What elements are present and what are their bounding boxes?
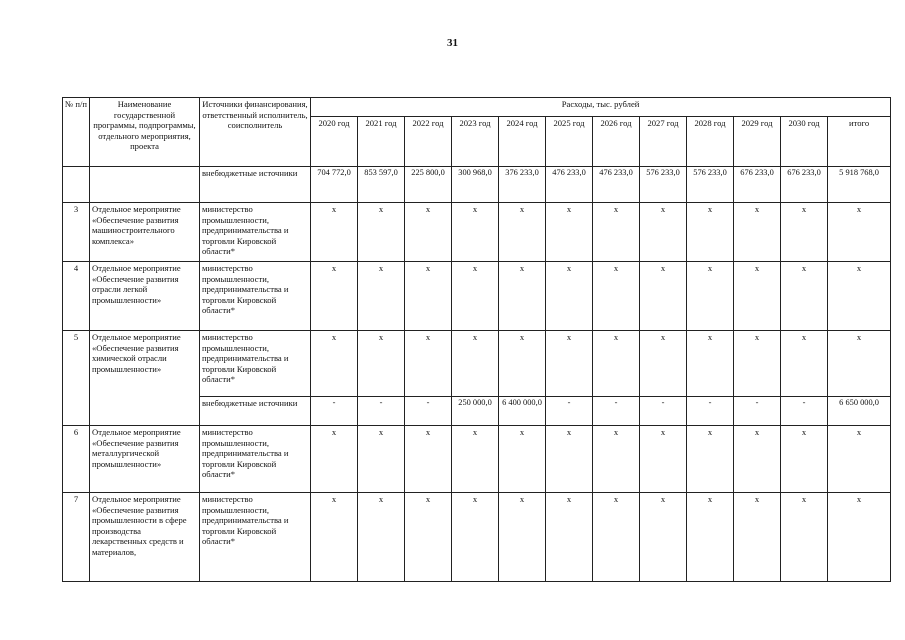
header-year: 2020 год: [311, 117, 358, 167]
row-num: [63, 167, 90, 203]
cell-value: -: [405, 397, 452, 426]
header-year: 2028 год: [687, 117, 734, 167]
row-num: 7: [63, 493, 90, 582]
row-name: Отдельное мероприятие «Обеспечение развития машиностроительного комплекса»: [90, 203, 200, 262]
cell-value: 676 233,0: [734, 167, 781, 203]
cell-value: 476 233,0: [546, 167, 593, 203]
cell-value: x: [452, 203, 499, 262]
row-name: Отдельное мероприятие «Обеспечение развития промышленности в сфере производства лекарственных средств и материалов,: [90, 493, 200, 582]
header-year: 2021 год: [358, 117, 405, 167]
cell-value: -: [781, 397, 828, 426]
cell-total: x: [828, 262, 891, 331]
cell-value: 853 597,0: [358, 167, 405, 203]
header-year: 2024 год: [499, 117, 546, 167]
row-num: 6: [63, 426, 90, 493]
cell-total: x: [828, 331, 891, 397]
cell-value: x: [781, 203, 828, 262]
cell-value: x: [687, 262, 734, 331]
cell-value: x: [311, 493, 358, 582]
cell-value: 6 400 000,0: [499, 397, 546, 426]
cell-value: x: [640, 262, 687, 331]
cell-value: x: [405, 426, 452, 493]
cell-total: 5 918 768,0: [828, 167, 891, 203]
row-source: внебюджетные источники: [200, 397, 311, 426]
cell-value: 676 233,0: [781, 167, 828, 203]
row-num: 4: [63, 262, 90, 331]
cell-total: 6 650 000,0: [828, 397, 891, 426]
header-source: Источники финансирования, ответственный исполнитель, соисполнитель: [200, 98, 311, 167]
header-name: Наименование государственной программы, подпрограммы, отдельного мероприятия, проекта: [90, 98, 200, 167]
cell-value: x: [452, 493, 499, 582]
cell-value: x: [734, 426, 781, 493]
page-number: 31: [447, 37, 458, 49]
cell-value: x: [405, 203, 452, 262]
cell-value: x: [405, 262, 452, 331]
header-year: 2027 год: [640, 117, 687, 167]
cell-value: x: [640, 426, 687, 493]
cell-total: x: [828, 426, 891, 493]
cell-value: x: [734, 331, 781, 397]
table-row: [63, 426, 891, 493]
cell-value: x: [781, 331, 828, 397]
cell-value: x: [499, 426, 546, 493]
cell-value: x: [593, 331, 640, 397]
cell-value: 576 233,0: [687, 167, 734, 203]
cell-value: x: [781, 493, 828, 582]
cell-value: x: [687, 203, 734, 262]
cell-value: x: [546, 262, 593, 331]
budget-table: [62, 97, 891, 582]
cell-value: 376 233,0: [499, 167, 546, 203]
table-row: [63, 203, 891, 262]
cell-value: x: [781, 262, 828, 331]
cell-value: x: [781, 426, 828, 493]
cell-value: x: [734, 262, 781, 331]
cell-value: x: [499, 493, 546, 582]
cell-value: -: [734, 397, 781, 426]
cell-value: x: [640, 331, 687, 397]
header-expenses: Расходы, тыс. рублей: [311, 98, 891, 117]
table-header: [63, 98, 891, 167]
cell-value: x: [311, 331, 358, 397]
cell-value: x: [452, 426, 499, 493]
row-source: министерство промышленности, предпринимательства и торговли Кировской области*: [200, 493, 311, 582]
cell-value: 704 772,0: [311, 167, 358, 203]
cell-value: x: [593, 493, 640, 582]
cell-value: x: [311, 426, 358, 493]
header-year: 2023 год: [452, 117, 499, 167]
cell-value: x: [405, 331, 452, 397]
row-name: Отдельное мероприятие «Обеспечение развития химической отрасли промышленности»: [90, 331, 200, 426]
cell-value: x: [452, 331, 499, 397]
row-source: министерство промышленности, предпринимательства и торговли Кировской области*: [200, 331, 311, 397]
header-year: 2030 год: [781, 117, 828, 167]
table-row: [63, 331, 891, 397]
cell-value: 576 233,0: [640, 167, 687, 203]
cell-value: x: [640, 493, 687, 582]
row-source: министерство промышленности, предпринимательства и торговли Кировской области*: [200, 426, 311, 493]
cell-value: x: [687, 426, 734, 493]
cell-value: x: [593, 262, 640, 331]
cell-value: x: [687, 493, 734, 582]
header-year: 2026 год: [593, 117, 640, 167]
cell-value: -: [358, 397, 405, 426]
row-name: Отдельное мероприятие «Обеспечение развития металлургической промышленности»: [90, 426, 200, 493]
header-total: итого: [828, 117, 891, 167]
row-name: [90, 167, 200, 203]
cell-value: 225 800,0: [405, 167, 452, 203]
cell-value: x: [358, 493, 405, 582]
cell-value: x: [405, 493, 452, 582]
cell-value: -: [640, 397, 687, 426]
cell-value: x: [734, 493, 781, 582]
row-num: 5: [63, 331, 90, 426]
cell-total: x: [828, 493, 891, 582]
header-year: 2022 год: [405, 117, 452, 167]
cell-value: 250 000,0: [452, 397, 499, 426]
cell-value: x: [734, 203, 781, 262]
header-year: 2029 год: [734, 117, 781, 167]
cell-value: x: [358, 262, 405, 331]
cell-value: x: [499, 203, 546, 262]
cell-value: x: [593, 203, 640, 262]
header-year: 2025 год: [546, 117, 593, 167]
cell-value: x: [546, 426, 593, 493]
cell-value: x: [546, 493, 593, 582]
table-row: [63, 493, 891, 582]
cell-value: x: [358, 203, 405, 262]
table-row: [63, 262, 891, 331]
row-source: внебюджетные источники: [200, 167, 311, 203]
cell-value: 476 233,0: [593, 167, 640, 203]
cell-value: x: [311, 203, 358, 262]
cell-value: x: [499, 331, 546, 397]
cell-value: x: [358, 426, 405, 493]
cell-total: x: [828, 203, 891, 262]
cell-value: x: [640, 203, 687, 262]
cell-value: -: [593, 397, 640, 426]
cell-value: 300 968,0: [452, 167, 499, 203]
cell-value: x: [687, 331, 734, 397]
header-num: № п/п: [63, 98, 90, 167]
cell-value: x: [452, 262, 499, 331]
cell-value: x: [546, 331, 593, 397]
table-row: [63, 167, 891, 203]
row-source: министерство промышленности, предпринимательства и торговли Кировской области*: [200, 203, 311, 262]
cell-value: -: [546, 397, 593, 426]
row-name: Отдельное мероприятие «Обеспечение развития отрасли легкой промышленности»: [90, 262, 200, 331]
cell-value: x: [311, 262, 358, 331]
cell-value: x: [593, 426, 640, 493]
cell-value: -: [687, 397, 734, 426]
row-source: министерство промышленности, предпринимательства и торговли Кировской области*: [200, 262, 311, 331]
cell-value: -: [311, 397, 358, 426]
row-num: 3: [63, 203, 90, 262]
cell-value: x: [546, 203, 593, 262]
cell-value: x: [499, 262, 546, 331]
cell-value: x: [358, 331, 405, 397]
